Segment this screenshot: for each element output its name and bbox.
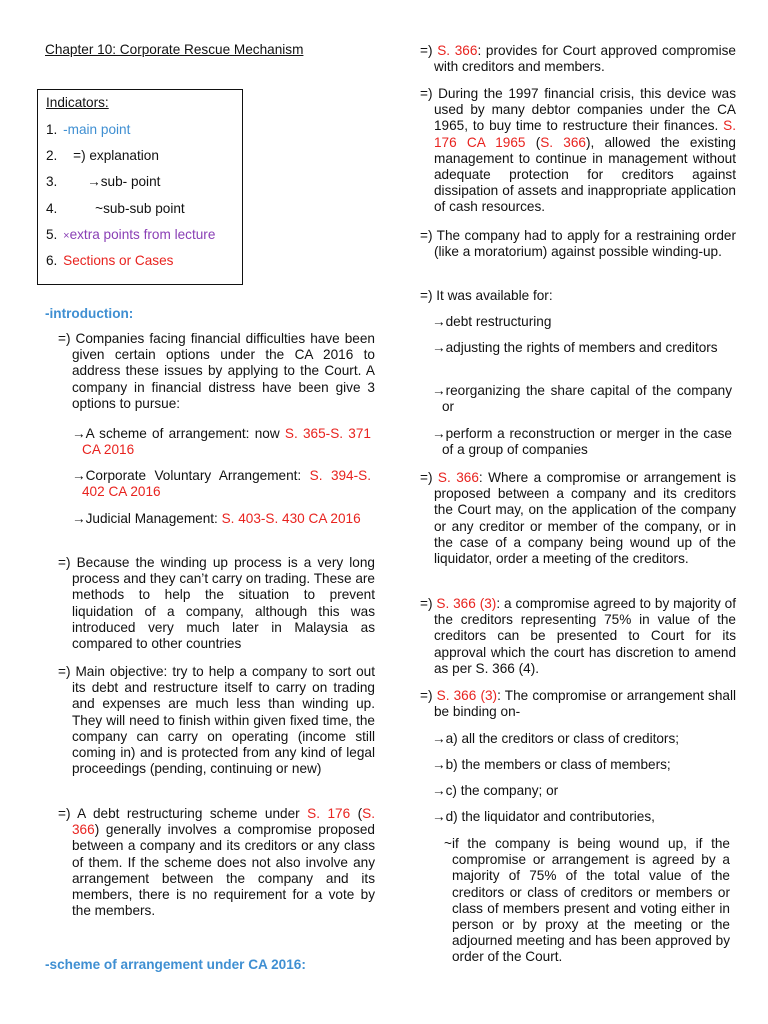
option-text: →Judicial Management: [72,511,222,526]
s366-where-paragraph [420,470,736,567]
indicator-number: 4. [46,201,58,216]
indicator-text: =) explanation [73,148,159,163]
indicator-number: 1. [46,122,58,137]
s366-provides-paragraph [420,43,736,75]
paragraph-text: =) [420,43,438,58]
s366-3-majority-paragraph [420,596,736,677]
option-judicial-management [72,511,371,527]
paragraph-text: ), allowed the existing management to continue in management without adequate protection for creditors against dissipation of assets and inappropriate application of cash resources. [434,134,736,215]
available-for-paragraph: =) It was available for: [420,288,553,303]
wound-up-sub-point: ~if the company is being wound up, if the compromise or arrangement is agreed by a majority of 75% of the total value of the creditors or class of creditors or members or class of members present and voting either in person or by proxy at the meeting or the adjourned meeting and has been approved by order of the Court. [444,836,730,965]
indicators-heading: Indicators: [46,95,109,110]
section-reference: S. 366 [72,806,375,838]
indicator-number: 6. [46,253,58,268]
option-corporate-voluntary-arrangement [72,468,371,500]
paragraph-text: ( [525,134,541,150]
option-text: →Corporate Voluntary Arrangement: [72,468,310,483]
option-text: →A scheme of arrangement: now [72,426,285,441]
indicator-sub-point [46,174,160,189]
debt-restructuring-paragraph [58,806,375,919]
indicator-text: ~sub-sub point [95,201,185,216]
main-objective-paragraph: =) Main objective: try to help a company to sort out its debt and restructure itself to carry on trading and expenses are much less than winding up. They will need to finish within given fixed time, the company can carry on operating (income still coming in) and is protected from any kind of legal proceedings (pending, continuing or new) [58,664,375,777]
indicators-box [37,89,243,285]
indicator-extra-points [46,227,215,242]
binding-item-members: →b) the members or class of members; [432,757,671,772]
indicator-number: 2. [46,148,58,163]
indicator-text: →sub- point [87,174,161,189]
section-reference: S. 176 [307,806,351,821]
section-reference: S. 176 CA 1965 [434,118,736,150]
section-reference: S. 365-S. 371 CA 2016 [82,426,371,458]
scheme-heading: -scheme of arrangement under CA 2016: [45,957,306,972]
page-title: Chapter 10: Corporate Rescue Mechanism [45,42,304,57]
paragraph-text: =) [420,596,437,611]
available-item-reconstruction: →perform a reconstruction or merger in the case of a group of companies [432,426,732,458]
section-reference: S. 366 (3) [436,596,497,611]
section-reference: S. 366 [437,43,478,58]
available-item-reorganizing: →reorganizing the share capital of the company or [432,383,732,415]
paragraph-text: =) During the 1997 financial crisis, this device was used by many debtor companies under the CA 1965, to buy time to restructure their finances. [420,86,736,134]
option-scheme-of-arrangement [72,426,371,458]
paragraph-text: =) [420,688,437,703]
section-reference: S. 394-S. 402 CA 2016 [82,468,371,500]
binding-item-company: →c) the company; or [432,783,559,798]
intro-paragraph: =) Companies facing financial difficulties have been given certain options under the CA 2016 to address these issues by applying to the Court. A company in financial distress have been give 3 options to pursue: [58,331,375,411]
section-reference: S. 366 [540,134,586,150]
paragraph-text: : provides for Court approved compromise with creditors and members. [434,43,736,75]
indicator-text: Sections or Cases [63,253,174,268]
indicator-number: 3. [46,174,58,189]
paragraph-text: : Where a compromise or arrangement is proposed between a company and its creditors the Court may, on the application of the company or any creditor or member of the company, or in the case of a company being wound up of the liquidator, order a meeting of the creditors. [434,470,736,567]
paragraph-text: : a compromise agreed to by majority of the creditors representing 75% in value of the creditors can be presented to Court for its approval which the court has discretion to amend as per S. 366 (4). [434,596,736,676]
available-item-adjusting: →adjusting the rights of members and creditors [432,340,718,355]
indicator-number: 5. [46,227,58,242]
section-reference: S. 403-S. 430 CA 2016 [221,511,361,526]
paragraph-text: : The compromise or arrangement shall be binding on- [434,688,736,720]
indicator-sub-sub-point [46,201,185,216]
cross-icon: × [63,230,70,242]
paragraph-text: ( [350,806,363,821]
section-reference: S. 366 [437,470,479,485]
indicator-text: extra points from lecture [69,227,216,242]
indicator-explanation [46,148,159,163]
indicator-main-point [46,122,130,137]
indicator-sections [46,253,173,268]
s366-3-binding-paragraph [420,688,736,720]
financial-crisis-paragraph [420,86,736,216]
restraining-order-paragraph: =) The company had to apply for a restraining order (like a moratorium) against possible winding-up. [420,228,736,260]
section-reference: S. 366 (3) [436,688,498,703]
paragraph-text: =) A debt restructuring scheme under [58,806,308,821]
indicator-text: -main point [63,122,131,137]
binding-item-liquidator: →d) the liquidator and contributories, [432,809,655,824]
paragraph-text: ) generally involves a compromise proposed between a company and its creditors or any class of them. If the scheme does not also involve any arrangement between the company and its members, there is no requirement for a vote by the members. [72,822,375,919]
paragraph-text: =) [420,470,438,485]
winding-up-paragraph: =) Because the winding up process is a very long process and they can’t carry on trading. These are methods to help the situation to prevent liquidation of a company, although this was introduced very much later in Malaysia as compared to other countries [58,555,375,652]
introduction-heading: -introduction: [45,306,134,321]
binding-item-creditors: →a) all the creditors or class of creditors; [432,731,680,746]
available-item-debt: →debt restructuring [432,314,552,329]
